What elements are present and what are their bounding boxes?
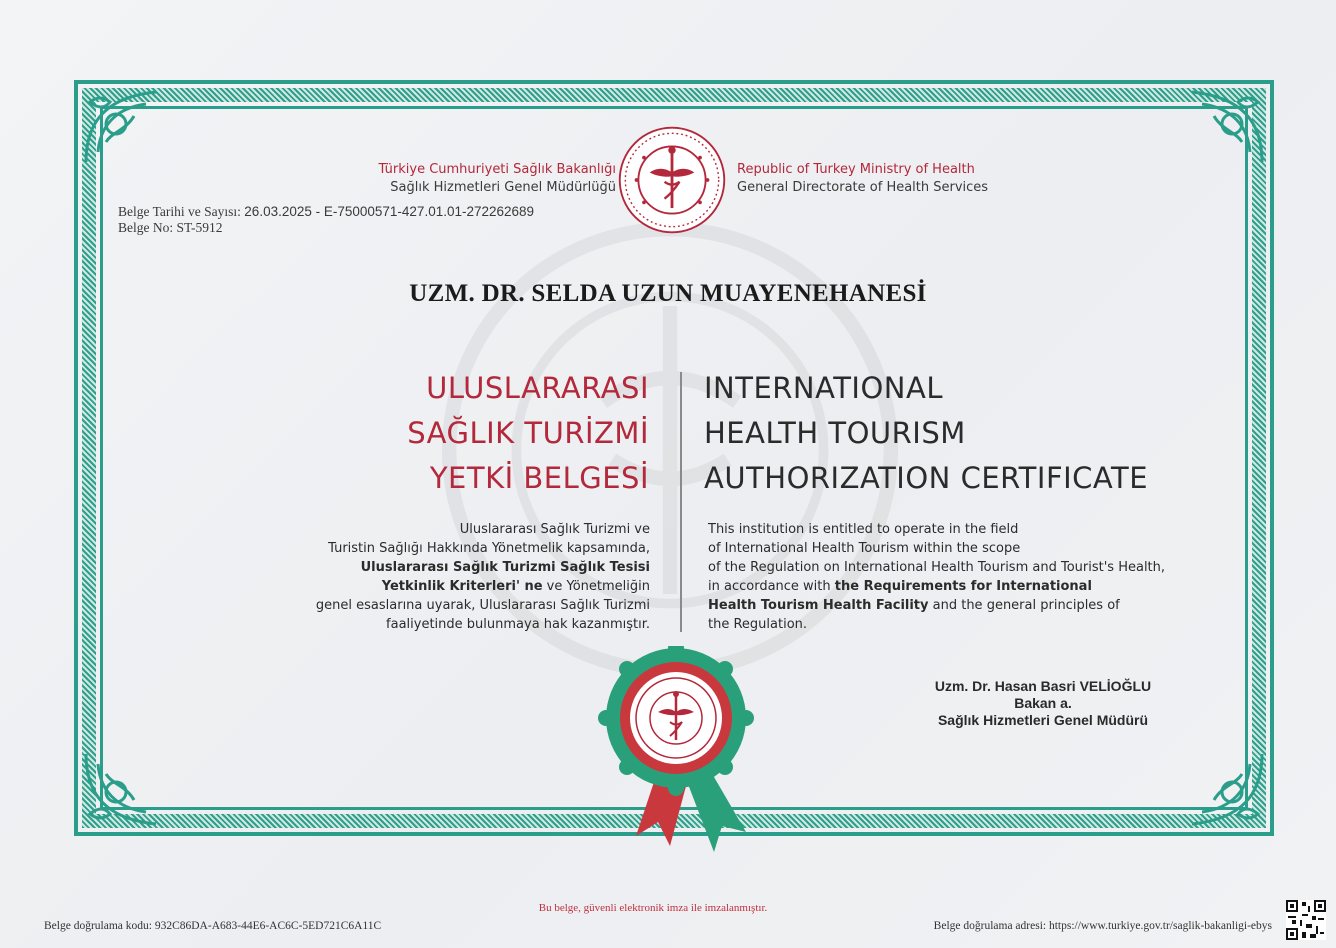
verification-code-value: 932C86DA-A683-44E6-AC6C-5ED721C6A11C: [154, 920, 382, 932]
body-tr-line: genel esaslarına uyarak, Uluslararası Sağlık Turizmi: [315, 598, 650, 613]
facility-name: UZM. DR. SELDA UZUN MUAYENEHANESİ: [409, 280, 927, 307]
verification-address-link[interactable]: https://www.turkiye.gov.tr/saglik-bakanligi-ebys: [1048, 920, 1272, 932]
signatory-name: Uzm. Dr. Hasan Basri VELİOĞLU: [934, 678, 1152, 694]
certificate-text-tr: [230, 520, 650, 634]
signatory-title: Sağlık Hizmetleri Genel Müdürü: [937, 712, 1149, 728]
document-no: ST-5912: [176, 220, 223, 235]
verification-code: [44, 920, 381, 932]
body-en-bold: the Requirements for International: [834, 579, 1092, 594]
corner-ornament-icon: [1180, 82, 1272, 174]
verification-address: [934, 920, 1272, 932]
ministry-emblem-icon: [616, 124, 728, 236]
body-tr-line: faaliyetinde bulunmaya hak kazanmıştır.: [386, 617, 650, 632]
title-tr-line3: YETKİ BELGESİ: [429, 461, 649, 495]
certificate-text-en: [708, 520, 1248, 634]
certificate-title-en: [704, 366, 1148, 501]
ministry-name-tr: [379, 161, 617, 197]
signatory-block: [888, 678, 1198, 729]
corner-ornament-icon: [76, 742, 168, 834]
document-date-number: 26.03.2025 - E-75000571-427.01.01-272262689: [244, 204, 535, 219]
title-tr-line1: ULUSLARARASI: [426, 371, 649, 405]
document-no-label: Belge No:: [118, 220, 174, 235]
body-tr-text: ve Yönetmeliğin: [542, 579, 650, 594]
certificate-title-tr: [407, 366, 649, 501]
body-en-text: and the general principles of: [928, 598, 1120, 613]
signatory-role: Bakan a.: [1014, 695, 1072, 711]
ministry-en-line1: Republic of Turkey Ministry of Health: [737, 162, 975, 177]
qr-code-icon[interactable]: [1286, 900, 1326, 940]
verification-address-label: Belge doğrulama adresi:: [933, 920, 1047, 932]
seal-rosette-icon: [596, 646, 776, 856]
ministry-tr-line2: Sağlık Hizmetleri Genel Müdürlüğü: [390, 180, 616, 195]
body-en-bold: Health Tourism Health Facility: [708, 598, 929, 613]
title-en-line3: AUTHORIZATION CERTIFICATE: [704, 461, 1149, 495]
body-en-text: in accordance with: [708, 579, 835, 594]
verification-code-label: Belge doğrulama kodu:: [44, 920, 152, 932]
document-date-number-label: Belge Tarihi ve Sayısı:: [118, 204, 241, 219]
corner-ornament-icon: [76, 82, 168, 174]
body-en-line: of the Regulation on International Health Tourism and Tourist's Health,: [708, 560, 1166, 575]
body-en-line: This institution is entitled to operate in the field: [708, 522, 1019, 537]
body-tr-bold: Yetkinlik Kriterleri' ne: [381, 579, 543, 594]
ministry-en-line2: General Directorate of Health Services: [737, 180, 989, 195]
ministry-tr-line1: Türkiye Cumhuriyeti Sağlık Bakanlığı: [378, 162, 616, 177]
title-divider: [680, 372, 682, 632]
title-tr-line2: SAĞLIK TURİZMİ: [407, 416, 649, 450]
body-en-line: of International Health Tourism within the scope: [708, 541, 1021, 556]
title-en-line2: HEALTH TOURISM: [704, 416, 966, 450]
body-tr-line: Turistin Sağlığı Hakkında Yönetmelik kapsamında,: [328, 541, 650, 556]
body-en-line: the Regulation.: [708, 617, 808, 632]
esign-note: Bu belge, güvenli elektronik imza ile imzalanmıştır.: [538, 902, 768, 914]
body-tr-bold: Uluslararası Sağlık Turizmi Sağlık Tesisi: [360, 560, 650, 575]
title-en-line1: INTERNATIONAL: [704, 371, 943, 405]
ministry-name-en: [737, 161, 988, 197]
corner-ornament-icon: [1180, 742, 1272, 834]
body-tr-line: Uluslararası Sağlık Turizmi ve: [459, 522, 650, 537]
document-meta: [118, 204, 534, 236]
